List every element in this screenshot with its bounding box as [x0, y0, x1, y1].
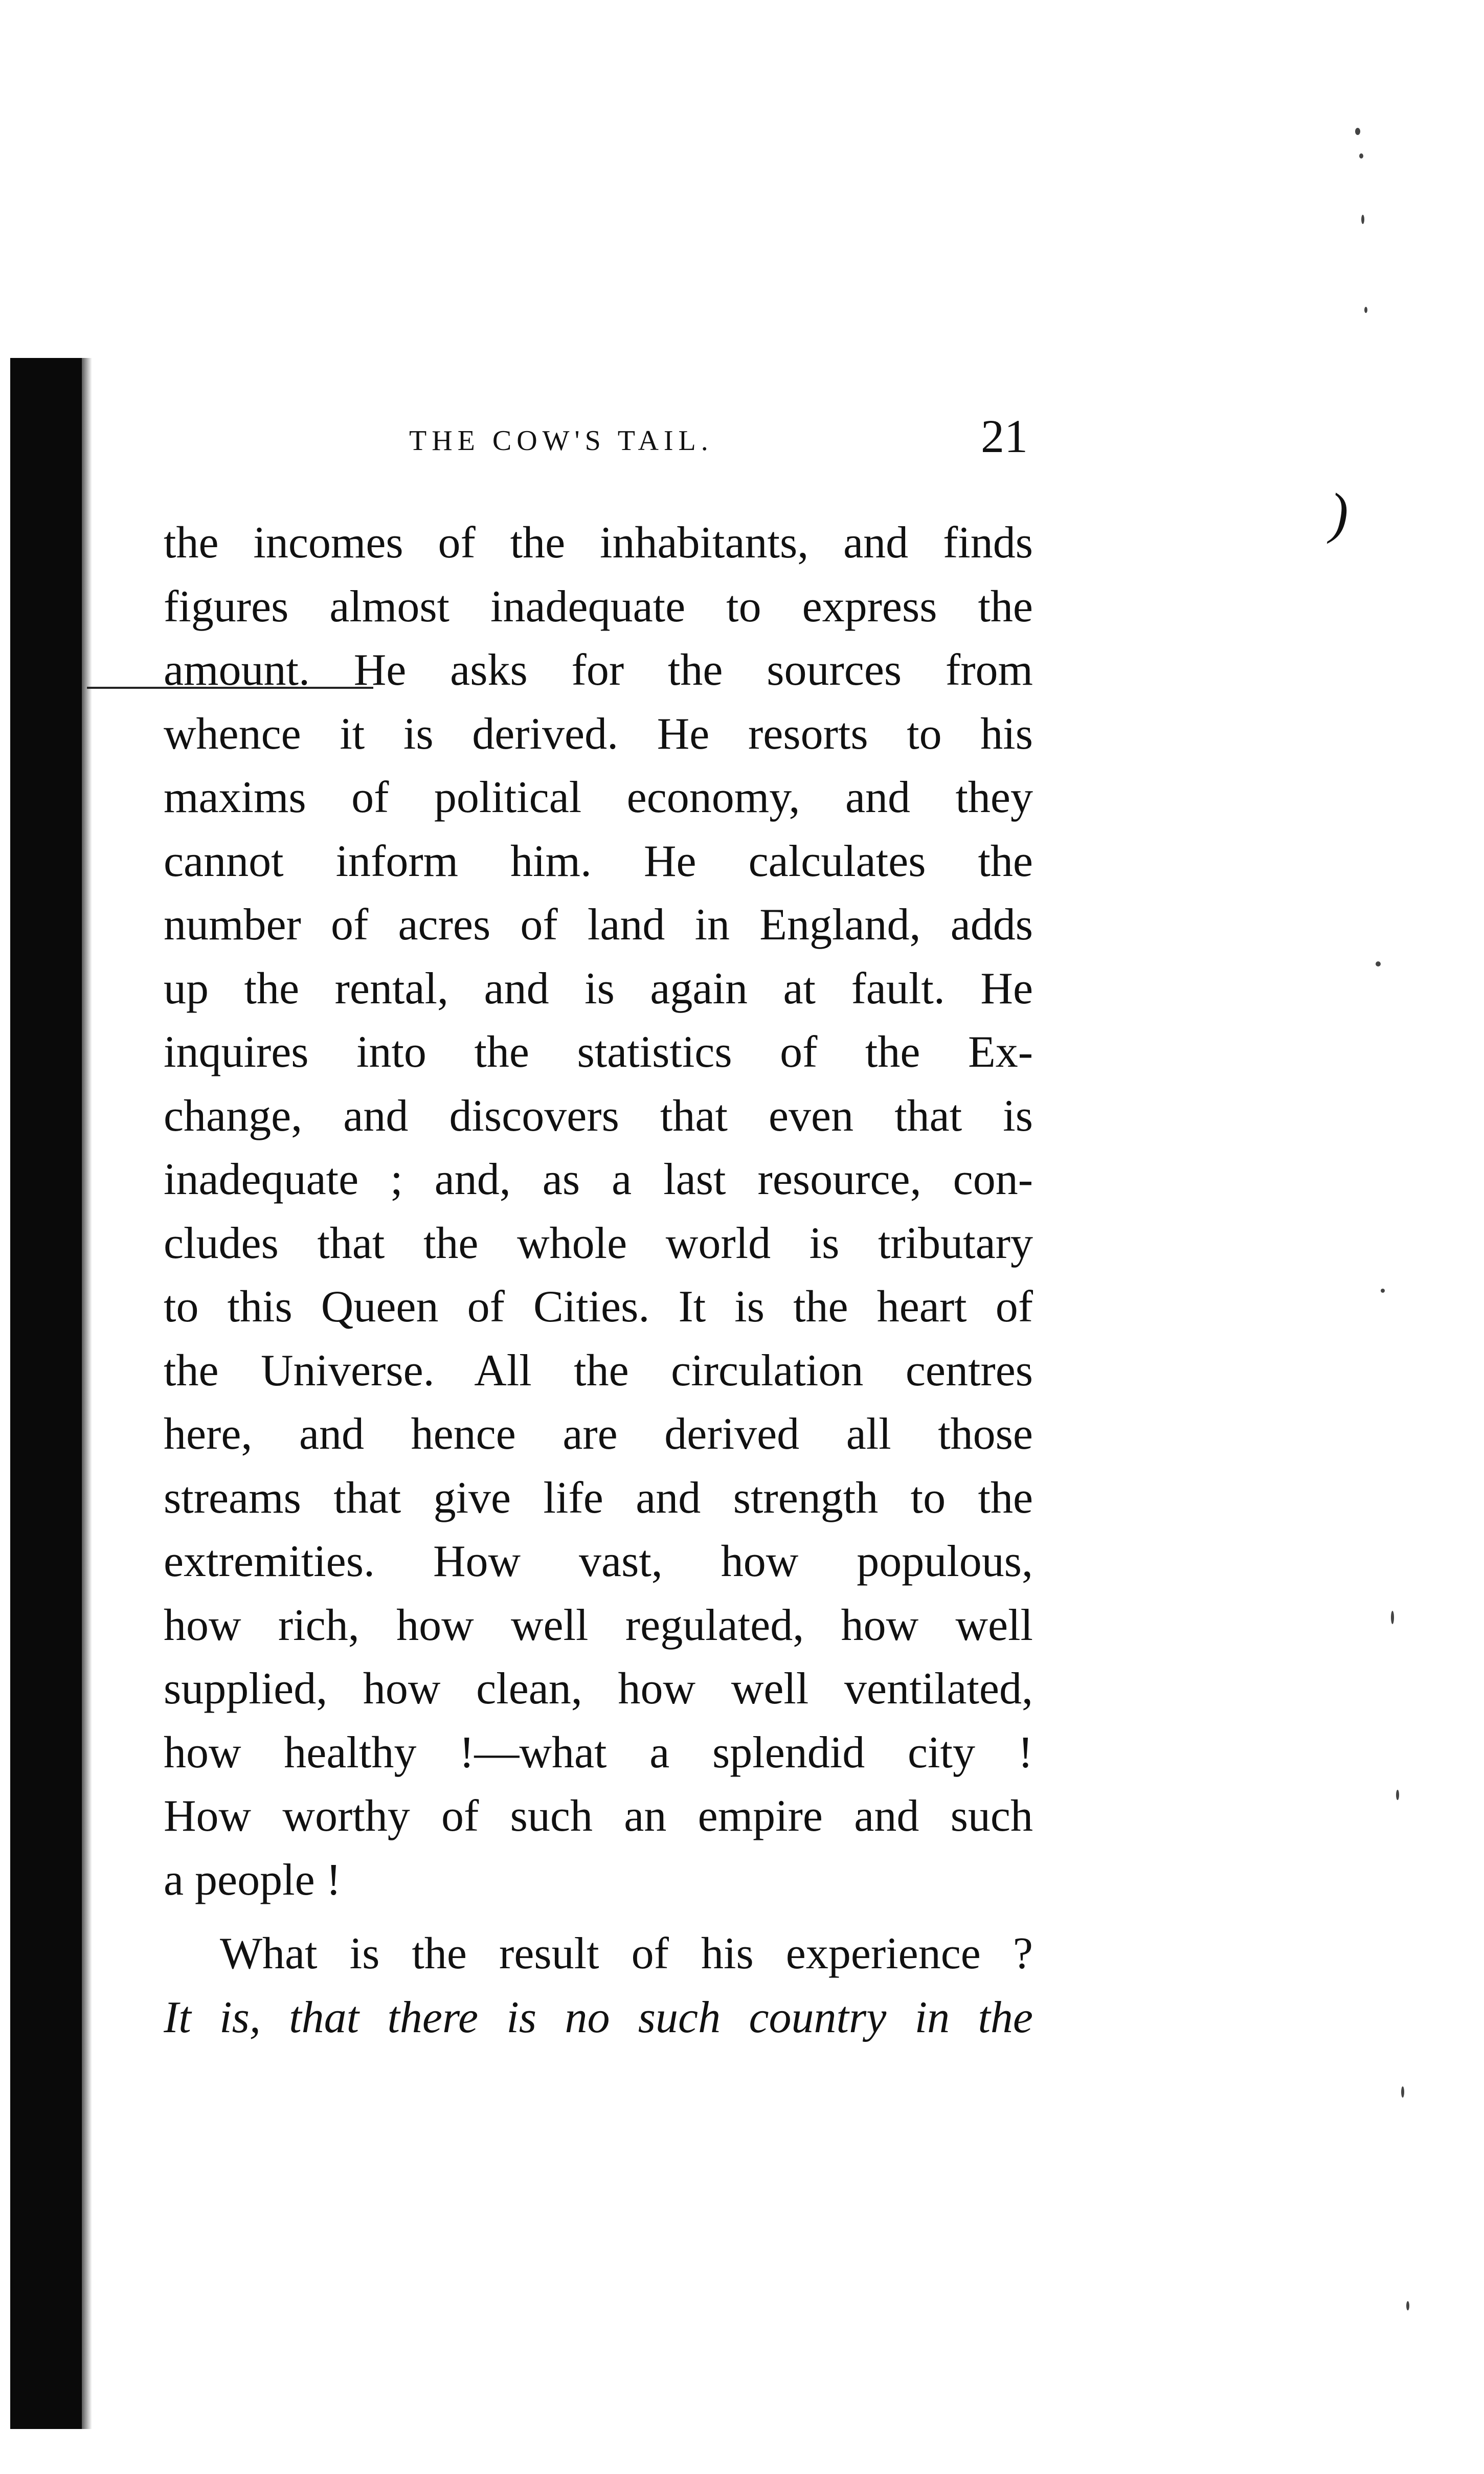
- text-line: number of acres of land in England, adds: [164, 900, 1033, 950]
- text-line: figures almost inadequate to express the: [164, 581, 1033, 632]
- text-line: the Universe. All the circulation centres: [164, 1345, 1033, 1396]
- text-line: supplied, how clean, how well ventilated,: [164, 1664, 1033, 1714]
- text-line: how healthy !—what a splendid city !: [164, 1727, 1033, 1778]
- scan-speck: [1401, 2086, 1404, 2098]
- text-line: inquires into the statistics of the Ex-: [164, 1027, 1033, 1077]
- scan-speck: [1361, 215, 1364, 224]
- text-line: extremities. How vast, how populous,: [164, 1537, 1033, 1586]
- scan-gutter-shadow: [10, 358, 82, 2429]
- scan-speck: [1364, 307, 1367, 313]
- text-line: What is the result of his experience ?: [220, 1929, 1033, 1978]
- text-line-italic: It is, that there is no such country in the: [164, 1992, 1033, 2042]
- page-header: [409, 409, 1028, 470]
- scan-speck: [1391, 1611, 1394, 1624]
- text-line: how rich, how well regulated, how well: [164, 1600, 1033, 1650]
- scan-speck: [1359, 153, 1363, 159]
- text-line: to this Queen of Cities. It is the heart of: [164, 1282, 1033, 1332]
- page-number: 21: [981, 410, 1028, 462]
- body-text: [164, 511, 1033, 2050]
- text-line: the incomes of the inhabitants, and finds: [164, 518, 1033, 568]
- text-line: How worthy of such an empire and such: [164, 1791, 1033, 1841]
- running-head: THE COW'S TAIL.: [409, 425, 713, 457]
- text-line: streams that give life and strength to the: [164, 1473, 1033, 1523]
- scan-speck: [1396, 1790, 1399, 1800]
- text-line: a people !: [164, 1855, 341, 1905]
- scan-speck: [1376, 961, 1381, 966]
- text-line: cannot inform him. He calculates the: [164, 836, 1033, 886]
- text-line: maxims of political economy, and they: [164, 773, 1033, 822]
- text-line: whence it is derived. He resorts to his: [164, 709, 1033, 759]
- paragraph-1: [164, 511, 1033, 1912]
- text-line: change, and discovers that even that is: [164, 1091, 1033, 1141]
- paragraph-gap: [164, 1912, 1033, 1922]
- scan-speck: [1381, 1289, 1385, 1293]
- text-line: inadequate ; and, as a last resource, con-: [164, 1155, 1033, 1204]
- text-line: here, and hence are derived all those: [164, 1409, 1033, 1459]
- text-line: cludes that the whole world is tributary: [164, 1218, 1033, 1268]
- text-line: up the rental, and is again at fault. He: [164, 963, 1033, 1014]
- text-line: amount. He asks for the sources from: [164, 645, 1033, 695]
- paragraph-2: [164, 1922, 1033, 2050]
- margin-mark: ): [1330, 482, 1348, 544]
- scan-speck: [1406, 2301, 1409, 2310]
- scan-speck: [1355, 128, 1360, 135]
- scan-gutter-edge: [77, 358, 92, 2429]
